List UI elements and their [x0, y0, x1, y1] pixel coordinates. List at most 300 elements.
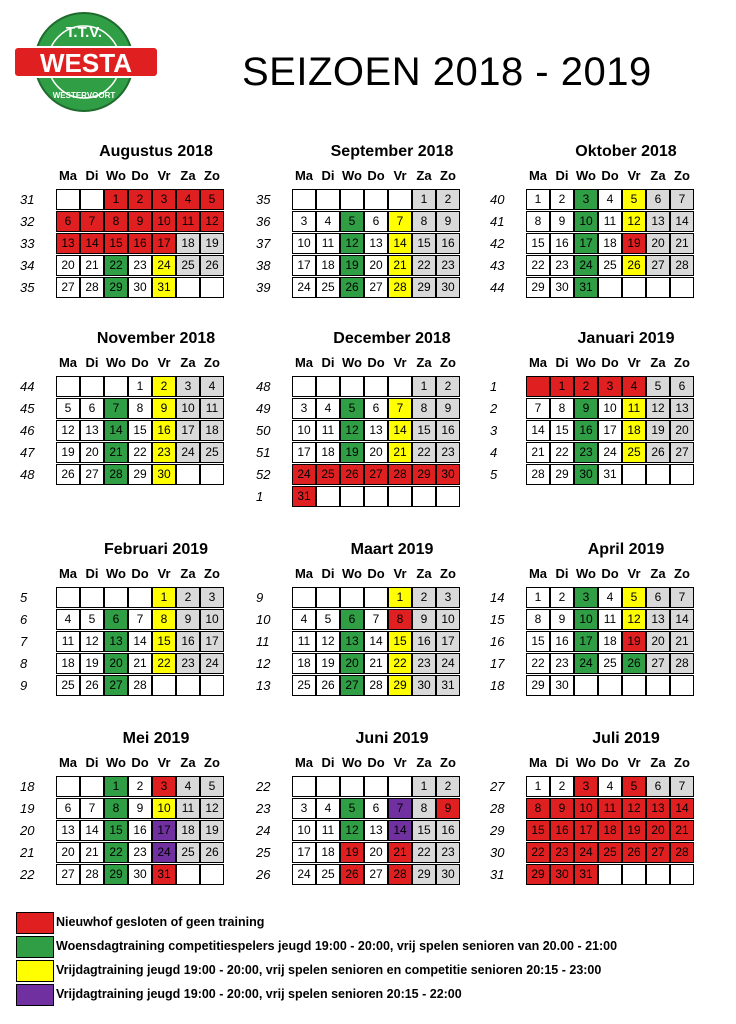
day-cell: 7	[388, 398, 412, 419]
month-name: Maart 2019	[350, 541, 434, 558]
day-cell: 16	[412, 631, 436, 652]
day-cell: 25	[316, 277, 340, 298]
day-cell: 11	[292, 631, 316, 652]
day-cell: 20	[340, 653, 364, 674]
day-header: Za	[180, 566, 196, 581]
day-cell: 13	[646, 609, 670, 630]
day-cell: 19	[200, 233, 224, 254]
day-header: Di	[321, 566, 335, 581]
day-cell: 9	[550, 798, 574, 819]
day-cell: 29	[104, 277, 128, 298]
day-cell: 6	[340, 609, 364, 630]
day-cell: 18	[598, 820, 622, 841]
day-cell: 24	[436, 653, 460, 674]
day-header: Di	[555, 755, 569, 770]
day-cell	[340, 776, 364, 797]
day-header: Wo	[576, 566, 596, 581]
day-cell: 11	[56, 631, 80, 652]
day-header: Wo	[342, 566, 362, 581]
day-cell: 15	[104, 233, 128, 254]
day-cell: 16	[128, 820, 152, 841]
day-cell: 15	[412, 420, 436, 441]
day-cell: 21	[670, 233, 694, 254]
day-header: Di	[85, 355, 99, 370]
day-cell: 15	[128, 420, 152, 441]
day-header: Ma	[294, 355, 314, 370]
day-cell: 28	[670, 255, 694, 276]
day-cell: 24	[292, 464, 316, 485]
day-cell: 9	[436, 798, 460, 819]
day-header: Wo	[576, 355, 596, 370]
week-number: 44	[490, 280, 505, 295]
week-number: 33	[20, 236, 35, 251]
day-header: Ma	[294, 755, 314, 770]
day-cell: 16	[436, 420, 460, 441]
day-cell: 14	[670, 798, 694, 819]
day-cell: 6	[56, 211, 80, 232]
week-number: 3	[490, 423, 498, 438]
day-cell: 7	[80, 211, 104, 232]
week-number: 35	[20, 280, 35, 295]
day-header: Vr	[627, 168, 641, 183]
day-cell	[128, 587, 152, 608]
month-name: December 2018	[333, 330, 451, 347]
day-header: Za	[416, 566, 432, 581]
week-number: 4	[490, 445, 498, 460]
day-header: Vr	[393, 755, 407, 770]
day-cell: 25	[200, 442, 224, 463]
day-cell	[104, 587, 128, 608]
day-cell: 17	[152, 820, 176, 841]
day-header: Do	[367, 355, 385, 370]
day-cell: 19	[80, 653, 104, 674]
day-header: Zo	[440, 755, 456, 770]
week-number: 52	[256, 467, 271, 482]
day-cell	[598, 864, 622, 885]
day-header: Vr	[627, 755, 641, 770]
week-number: 25	[256, 845, 271, 860]
day-cell: 22	[128, 442, 152, 463]
day-header: Di	[85, 755, 99, 770]
day-cell: 12	[340, 233, 364, 254]
day-cell: 28	[670, 653, 694, 674]
day-cell: 23	[128, 842, 152, 863]
day-cell	[292, 189, 316, 210]
day-cell: 27	[646, 255, 670, 276]
day-header: Za	[416, 755, 432, 770]
week-number: 26	[256, 867, 271, 882]
day-cell: 11	[598, 798, 622, 819]
day-cell: 28	[526, 464, 550, 485]
day-header: Do	[601, 168, 619, 183]
day-cell: 8	[128, 398, 152, 419]
day-cell: 18	[598, 631, 622, 652]
day-cell: 29	[388, 675, 412, 696]
day-cell: 12	[622, 211, 646, 232]
day-cell: 27	[104, 675, 128, 696]
day-cell	[598, 675, 622, 696]
week-number: 46	[20, 423, 35, 438]
day-cell: 9	[176, 609, 200, 630]
day-cell: 20	[646, 233, 670, 254]
day-cell: 11	[316, 420, 340, 441]
day-cell: 27	[56, 864, 80, 885]
day-cell: 5	[80, 609, 104, 630]
day-cell: 2	[128, 189, 152, 210]
day-cell: 13	[56, 233, 80, 254]
day-cell: 18	[200, 420, 224, 441]
week-number: 38	[256, 258, 271, 273]
day-cell: 2	[176, 587, 200, 608]
day-cell: 18	[316, 842, 340, 863]
day-header: Zo	[440, 566, 456, 581]
day-header: Do	[367, 566, 385, 581]
day-cell: 28	[128, 675, 152, 696]
day-cell	[340, 189, 364, 210]
day-cell: 30	[550, 864, 574, 885]
day-cell: 17	[292, 255, 316, 276]
day-header: Wo	[342, 168, 362, 183]
day-cell: 7	[526, 398, 550, 419]
day-cell: 5	[200, 189, 224, 210]
day-cell: 10	[176, 398, 200, 419]
day-cell: 15	[550, 420, 574, 441]
day-cell: 1	[412, 189, 436, 210]
day-cell: 6	[364, 398, 388, 419]
day-cell: 25	[598, 653, 622, 674]
day-cell: 27	[340, 675, 364, 696]
day-cell: 30	[412, 675, 436, 696]
day-cell: 3	[292, 798, 316, 819]
day-cell: 24	[292, 277, 316, 298]
day-header: Vr	[627, 355, 641, 370]
day-cell: 5	[200, 776, 224, 797]
day-cell: 11	[598, 609, 622, 630]
day-header: Wo	[106, 168, 126, 183]
day-cell: 1	[550, 376, 574, 397]
day-cell: 20	[364, 442, 388, 463]
day-cell: 10	[598, 398, 622, 419]
week-number: 7	[20, 634, 28, 649]
day-cell	[388, 376, 412, 397]
day-cell: 8	[526, 798, 550, 819]
day-cell: 29	[526, 864, 550, 885]
day-header: Wo	[342, 355, 362, 370]
day-cell: 29	[412, 277, 436, 298]
day-cell: 17	[574, 820, 598, 841]
day-cell: 18	[176, 233, 200, 254]
month-name: Augustus 2018	[99, 143, 213, 160]
week-number: 22	[20, 867, 35, 882]
day-cell	[56, 376, 80, 397]
day-cell: 27	[364, 464, 388, 485]
day-header: Za	[416, 355, 432, 370]
day-cell: 6	[670, 376, 694, 397]
day-cell: 28	[388, 277, 412, 298]
day-cell: 20	[80, 442, 104, 463]
day-cell	[388, 776, 412, 797]
week-number: 6	[20, 612, 28, 627]
day-cell: 15	[388, 631, 412, 652]
day-cell: 11	[598, 211, 622, 232]
day-header: Ma	[528, 355, 548, 370]
day-header: Vr	[393, 566, 407, 581]
day-cell: 29	[526, 277, 550, 298]
week-number: 15	[490, 612, 505, 627]
week-number: 5	[490, 467, 498, 482]
day-cell: 27	[646, 842, 670, 863]
day-cell: 15	[526, 233, 550, 254]
day-cell: 22	[104, 842, 128, 863]
day-cell: 8	[104, 798, 128, 819]
day-cell	[670, 675, 694, 696]
day-header: Za	[650, 566, 666, 581]
day-cell: 10	[292, 820, 316, 841]
legend-text: Vrijdagtraining jeugd 19:00 - 20:00, vrij spelen senioren 20:15 - 22:00	[56, 987, 462, 1001]
day-cell: 24	[152, 255, 176, 276]
day-cell	[80, 189, 104, 210]
day-cell	[176, 277, 200, 298]
day-cell: 7	[670, 189, 694, 210]
day-cell: 21	[388, 255, 412, 276]
day-cell: 6	[646, 189, 670, 210]
day-cell	[622, 864, 646, 885]
day-cell: 21	[670, 631, 694, 652]
day-cell: 1	[128, 376, 152, 397]
day-cell: 28	[364, 675, 388, 696]
day-cell: 12	[646, 398, 670, 419]
day-header: Za	[180, 168, 196, 183]
day-cell: 26	[340, 464, 364, 485]
day-header: Vr	[157, 755, 171, 770]
day-cell: 7	[388, 211, 412, 232]
day-cell: 3	[598, 376, 622, 397]
day-cell: 13	[56, 820, 80, 841]
day-header: Ma	[58, 566, 78, 581]
day-cell: 2	[152, 376, 176, 397]
day-cell: 7	[128, 609, 152, 630]
legend-swatch	[16, 984, 54, 1006]
day-cell	[670, 464, 694, 485]
day-cell: 31	[292, 486, 316, 507]
week-number: 29	[490, 823, 505, 838]
day-cell: 20	[104, 653, 128, 674]
day-cell	[598, 277, 622, 298]
day-cell: 19	[340, 255, 364, 276]
week-number: 9	[256, 590, 264, 605]
day-cell: 4	[176, 189, 200, 210]
day-cell: 3	[574, 587, 598, 608]
day-cell: 24	[574, 842, 598, 863]
day-cell: 24	[292, 864, 316, 885]
day-header: Do	[131, 168, 149, 183]
day-cell: 7	[670, 776, 694, 797]
day-cell: 3	[176, 376, 200, 397]
day-cell: 11	[316, 233, 340, 254]
day-cell: 29	[550, 464, 574, 485]
day-cell: 11	[316, 820, 340, 841]
day-cell	[436, 486, 460, 507]
day-cell: 7	[80, 798, 104, 819]
day-cell	[176, 464, 200, 485]
day-cell	[56, 587, 80, 608]
day-cell: 26	[80, 675, 104, 696]
day-cell: 22	[550, 442, 574, 463]
day-cell: 26	[622, 653, 646, 674]
day-cell	[316, 587, 340, 608]
day-cell: 14	[364, 631, 388, 652]
day-cell: 1	[104, 189, 128, 210]
day-header: Ma	[528, 566, 548, 581]
week-number: 39	[256, 280, 271, 295]
day-header: Di	[85, 566, 99, 581]
day-cell: 30	[436, 464, 460, 485]
month-name: Juli 2019	[592, 730, 660, 747]
day-cell: 26	[622, 255, 646, 276]
day-header: Zo	[674, 168, 690, 183]
day-cell	[622, 675, 646, 696]
day-cell	[80, 376, 104, 397]
day-cell: 19	[646, 420, 670, 441]
day-cell: 31	[436, 675, 460, 696]
day-cell: 28	[670, 842, 694, 863]
day-cell: 27	[56, 277, 80, 298]
week-number: 49	[256, 401, 271, 416]
day-cell	[340, 587, 364, 608]
day-cell: 31	[574, 277, 598, 298]
day-cell: 28	[80, 864, 104, 885]
month-name: Oktober 2018	[575, 143, 677, 160]
day-cell: 4	[176, 776, 200, 797]
day-cell: 24	[574, 255, 598, 276]
day-cell: 21	[80, 842, 104, 863]
day-cell: 23	[176, 653, 200, 674]
day-cell: 5	[340, 398, 364, 419]
day-cell: 23	[436, 442, 460, 463]
day-cell: 21	[670, 820, 694, 841]
day-cell: 28	[388, 864, 412, 885]
day-cell: 7	[670, 587, 694, 608]
week-number: 14	[490, 590, 505, 605]
week-number: 43	[490, 258, 505, 273]
day-header: Vr	[157, 168, 171, 183]
day-cell: 8	[526, 609, 550, 630]
day-header: Vr	[393, 168, 407, 183]
day-header: Zo	[440, 168, 456, 183]
day-cell: 9	[128, 211, 152, 232]
day-cell: 1	[104, 776, 128, 797]
day-cell: 19	[56, 442, 80, 463]
day-header: Ma	[58, 755, 78, 770]
day-cell: 9	[436, 398, 460, 419]
day-cell: 3	[292, 211, 316, 232]
day-cell: 24	[598, 442, 622, 463]
day-header: Do	[601, 355, 619, 370]
day-cell: 29	[128, 464, 152, 485]
legend-text: Woensdagtraining competitiespelers jeugd 19:00 - 20:00, vrij spelen senioren van 20.00 - 21:00	[56, 939, 618, 953]
day-cell: 10	[436, 609, 460, 630]
week-number: 12	[256, 656, 271, 671]
day-cell: 12	[200, 798, 224, 819]
day-cell: 12	[56, 420, 80, 441]
day-cell: 22	[412, 842, 436, 863]
week-number: 48	[256, 379, 271, 394]
day-header: Di	[555, 355, 569, 370]
week-number: 1	[256, 489, 264, 504]
week-number: 34	[20, 258, 35, 273]
day-header: Do	[601, 566, 619, 581]
day-cell: 17	[292, 442, 316, 463]
week-number: 37	[256, 236, 271, 251]
week-number: 50	[256, 423, 271, 438]
day-cell: 28	[388, 464, 412, 485]
day-cell: 6	[104, 609, 128, 630]
day-cell	[292, 776, 316, 797]
day-cell: 30	[436, 277, 460, 298]
day-cell: 27	[670, 442, 694, 463]
day-cell	[364, 776, 388, 797]
day-cell: 14	[388, 820, 412, 841]
day-cell: 16	[128, 233, 152, 254]
day-header: Za	[180, 355, 196, 370]
day-cell: 13	[646, 211, 670, 232]
day-cell	[80, 776, 104, 797]
day-cell	[364, 587, 388, 608]
day-cell: 21	[526, 442, 550, 463]
day-cell: 17	[574, 631, 598, 652]
week-number: 40	[490, 192, 505, 207]
day-cell: 18	[598, 233, 622, 254]
day-cell: 19	[622, 631, 646, 652]
day-header: Di	[555, 168, 569, 183]
day-cell: 5	[340, 798, 364, 819]
day-cell	[340, 486, 364, 507]
day-cell: 13	[670, 398, 694, 419]
day-cell: 23	[550, 653, 574, 674]
logo-bottom-text: WESTERVOORT	[52, 91, 116, 100]
day-header: Do	[131, 355, 149, 370]
day-cell: 14	[80, 820, 104, 841]
day-cell: 4	[316, 211, 340, 232]
day-cell: 3	[574, 189, 598, 210]
week-number: 18	[490, 678, 505, 693]
day-cell: 24	[200, 653, 224, 674]
legend-swatch	[16, 912, 54, 934]
day-cell: 14	[128, 631, 152, 652]
day-cell: 23	[436, 842, 460, 863]
day-cell: 11	[176, 798, 200, 819]
day-cell	[526, 376, 550, 397]
day-cell: 20	[56, 842, 80, 863]
day-cell: 8	[104, 211, 128, 232]
week-number: 41	[490, 214, 505, 229]
day-cell: 10	[292, 233, 316, 254]
day-cell: 4	[622, 376, 646, 397]
day-cell: 1	[526, 189, 550, 210]
day-cell: 17	[292, 842, 316, 863]
day-cell: 22	[526, 842, 550, 863]
day-cell: 26	[316, 675, 340, 696]
day-cell: 13	[340, 631, 364, 652]
week-number: 45	[20, 401, 35, 416]
day-cell	[364, 486, 388, 507]
day-cell: 8	[550, 398, 574, 419]
page-title: SEIZOEN 2018 - 2019	[242, 50, 652, 94]
day-cell: 31	[152, 864, 176, 885]
day-cell: 27	[646, 653, 670, 674]
day-header: Do	[131, 566, 149, 581]
day-cell: 3	[152, 189, 176, 210]
